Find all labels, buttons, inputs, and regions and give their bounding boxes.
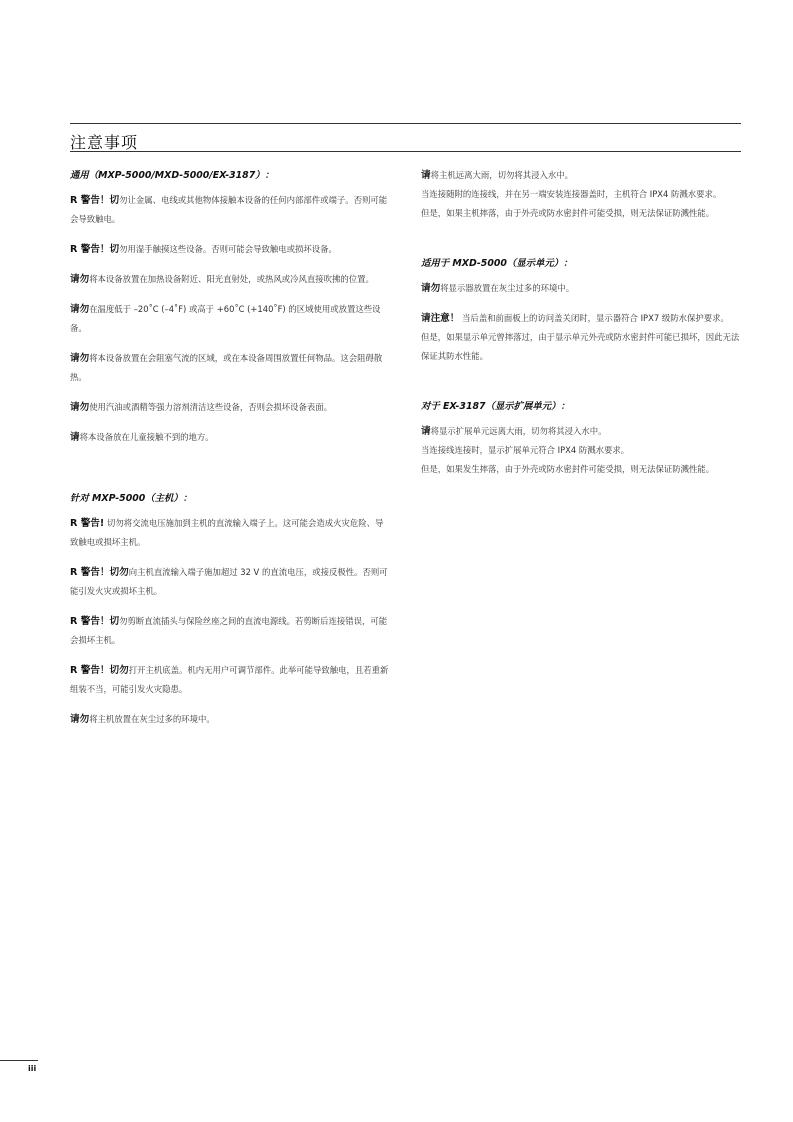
warning-lead: R 警告! [70, 518, 105, 529]
warning-paragraph [70, 514, 390, 552]
warning-paragraph [70, 661, 390, 699]
caution-paragraph [70, 710, 390, 729]
footer-rule [0, 1060, 38, 1061]
caution-lead: 请勿 [70, 304, 90, 315]
warning-lead: R 警告！切 [70, 195, 120, 206]
notice-lead: 请注意！ [421, 313, 460, 324]
caution-paragraph [70, 270, 390, 289]
caution-text: 将显示扩展单元远离大雨，切勿将其浸入水中。 [430, 426, 607, 436]
caution-paragraph [70, 398, 390, 417]
caution-text: 在温度低于 –20˚C (–4˚F) 或高于 +60˚C (+140˚F) 的区域使用或放置这些设备。 [70, 304, 381, 333]
caution-lead: 请勿 [70, 353, 90, 364]
warning-text: 切勿将交流电压施加到主机的直流输入端子上。这可能会造成火灾危险、导致触电或损坏主机。 [70, 518, 384, 547]
notice-paragraph [421, 309, 743, 328]
caution-lead: 请勿 [70, 714, 90, 725]
left-column [70, 166, 390, 729]
caution-paragraph [421, 422, 743, 441]
caution-text: 将本设备放置在会阻塞气流的区域，或在本设备周围放置任何物品。这会阻碍散热。 [70, 353, 383, 382]
caution-lead: 请勿 [70, 274, 90, 285]
caution-lead: 请 [421, 426, 431, 437]
warning-lead: R 警告！切勿 [70, 567, 129, 578]
note-paragraph: 但是，如果发生摔落，由于外壳或防水密封件可能受损，则无法保证防溅性能。 [421, 464, 715, 474]
warning-lead: R 警告！切 [70, 616, 120, 627]
section-heading-display-unit: 适用于 MXD-5000（显示单元）： [421, 258, 573, 269]
section-heading-expansion-unit: 对于 EX-3187（显示扩展单元）： [421, 401, 570, 412]
warning-text: 向主机直流输入端子施加超过 32 V 的直流电压，或接反极性。否则可能引发火灾或损坏主机。 [70, 567, 388, 596]
page-title: 注意事项 [70, 133, 139, 152]
caution-text: 将显示器放置在灰尘过多的环境中。 [440, 283, 575, 293]
caution-text: 将主机远离大雨，切勿将其浸入水中。 [430, 170, 573, 180]
caution-text: 将本设备放在儿童接触不到的地方。 [79, 432, 214, 442]
warning-paragraph [70, 240, 390, 259]
caution-lead: 请勿 [421, 283, 441, 294]
notice-text: 当后盖和前面板上的访问盖关闭时，显示器符合 IPX7 级防水保护要求。 [462, 313, 729, 323]
warning-text: 勿让金属、电线或其他物体接触本设备的任何内部部件或端子。否则可能会导致触电。 [70, 195, 388, 224]
caution-text: 将主机放置在灰尘过多的环境中。 [89, 714, 215, 724]
caution-paragraph [421, 279, 743, 298]
page-number: iii [28, 1064, 37, 1073]
caution-paragraph [421, 166, 743, 185]
warning-lead: R 警告！切 [70, 244, 120, 255]
caution-text: 使用汽油或酒精等强力溶剂清洁这些设备，否则会损坏设备表面。 [89, 402, 333, 412]
warning-paragraph [70, 191, 390, 229]
caution-paragraph [70, 349, 390, 387]
warning-lead: R 警告！切勿 [70, 665, 129, 676]
caution-paragraph [70, 300, 390, 338]
warning-text: 勿用湿手触摸这些设备。否则可能会导致触电或损坏设备。 [119, 244, 337, 254]
header-rule [70, 123, 741, 124]
note-paragraph: 但是，如果主机摔落，由于外壳或防水密封件可能受损，则无法保证防溅性能。 [421, 208, 715, 218]
right-column [421, 166, 743, 479]
note-paragraph: 当连接线连接时，显示扩展单元符合 IPX4 防溅水要求。 [421, 445, 630, 455]
caution-text: 将本设备放置在加热设备附近、阳光直射处，或热风或冷风直接吹拂的位置。 [89, 274, 374, 284]
caution-lead: 请勿 [70, 402, 90, 413]
warning-paragraph [70, 612, 390, 650]
caution-lead: 请 [421, 170, 431, 181]
warning-text: 打开主机底盖。机内无用户可调节部件。此举可能导致触电，且若重新组装不当，可能引发火灾隐患。 [70, 665, 389, 694]
caution-lead: 请 [70, 432, 80, 443]
note-paragraph: 当连接随附的连接线，并在另一端安装连接器盖时，主机符合 IPX4 防溅水要求。 [421, 189, 722, 199]
warning-text: 勿剪断直流插头与保险丝座之间的直流电源线。若剪断后连接错误，可能会损坏主机。 [70, 616, 388, 645]
section-heading-main-unit: 针对 MXP-5000（主机）： [70, 493, 193, 504]
warning-paragraph [70, 563, 390, 601]
title-rule [70, 151, 741, 152]
section-heading-general: 通用（MXP-5000/MXD-5000/EX-3187）： [70, 170, 274, 181]
note-paragraph: 但是，如果显示单元曾摔落过，由于显示单元外壳或防水密封件可能已损坏，因此无法保证其防水性能。 [421, 332, 740, 361]
caution-paragraph [70, 428, 390, 447]
